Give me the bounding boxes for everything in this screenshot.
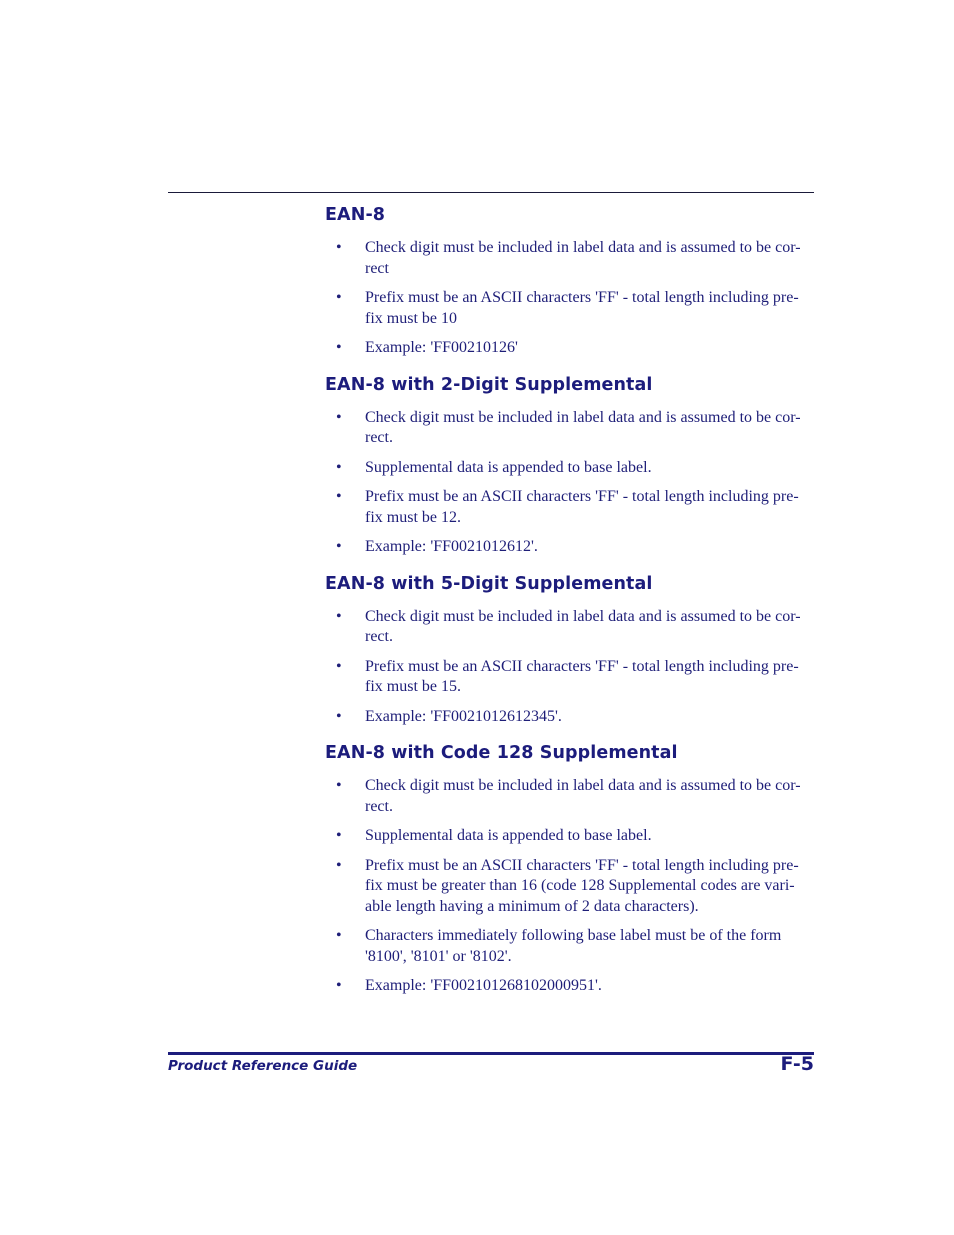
bullet-icon: • — [336, 927, 342, 944]
list-item — [325, 707, 815, 728]
list-item — [325, 926, 815, 967]
list-item — [325, 408, 815, 449]
list-item-text: Check digit must be included in label data and is assumed to be cor-rect. — [365, 607, 801, 645]
footer-divider — [168, 1052, 814, 1055]
bullet-icon: • — [336, 657, 342, 675]
top-divider — [168, 192, 814, 193]
bullet-icon: • — [336, 856, 342, 874]
bullet-list — [325, 607, 815, 728]
bullet-icon: • — [336, 239, 342, 256]
list-item-text: Check digit must be included in label data and is assumed to be cor-rect. — [365, 777, 801, 815]
list-item — [325, 607, 815, 648]
section-ean-8 — [325, 202, 815, 359]
bullet-icon: • — [336, 827, 342, 844]
bullet-list — [325, 776, 815, 997]
page-number: F-5 — [780, 1053, 814, 1075]
section-heading: EAN-8 with 5-Digit Supplemental — [325, 573, 653, 594]
bullet-icon: • — [336, 488, 342, 505]
section-ean-8-5-digit — [325, 571, 815, 728]
footer-title: Product Reference Guide — [168, 1058, 358, 1074]
list-item-text: Characters immediately following base label must be of the form '8100', '8101' or '8102'. — [365, 927, 782, 965]
list-item — [325, 238, 815, 279]
section-heading: EAN-8 with 2-Digit Supplemental — [325, 374, 653, 395]
list-item-text: Prefix must be an ASCII characters 'FF' - total length including pre-fix must be 12. — [365, 488, 799, 526]
list-item — [325, 288, 815, 329]
list-item — [325, 487, 815, 528]
section-ean-8-2-digit — [325, 372, 815, 558]
list-item — [325, 537, 815, 558]
bullet-icon: • — [336, 339, 342, 356]
list-item-text: Supplemental data is appended to base label. — [365, 458, 652, 476]
bullet-icon: • — [336, 707, 342, 725]
bullet-icon: • — [336, 289, 342, 306]
list-item — [325, 826, 815, 847]
bullet-icon: • — [336, 408, 342, 426]
list-item — [325, 976, 815, 997]
list-item — [325, 338, 815, 359]
list-item — [325, 657, 815, 698]
list-item — [325, 856, 815, 918]
section-heading: EAN-8 — [325, 205, 386, 225]
list-item — [325, 458, 815, 479]
bullet-list — [325, 408, 815, 558]
bullet-list — [325, 238, 815, 359]
list-item-text: Prefix must be an ASCII characters 'FF' - total length including pre-fix must be greater than 16 (code 128 Supplemental codes are vari-able length having a minimum of 2 data characters). — [365, 856, 799, 915]
bullet-icon: • — [336, 607, 342, 625]
bullet-icon: • — [336, 458, 342, 476]
bullet-icon: • — [336, 538, 342, 555]
list-item-text: Supplemental data is appended to base label. — [365, 827, 652, 844]
list-item-text: Example: 'FF0021012612345'. — [365, 707, 562, 725]
page-content — [325, 202, 815, 1006]
list-item-text: Prefix must be an ASCII characters 'FF' - total length including pre-fix must be 15. — [365, 657, 799, 695]
list-item — [325, 776, 815, 817]
list-item-text: Example: 'FF002101268102000951'. — [365, 977, 602, 994]
list-item-text: Check digit must be included in label data and is assumed to be cor-rect — [365, 239, 801, 277]
list-item-text: Prefix must be an ASCII characters 'FF' - total length including pre-fix must be 10 — [365, 289, 799, 327]
bullet-icon: • — [336, 777, 342, 794]
bullet-icon: • — [336, 977, 342, 994]
list-item-text: Example: 'FF00210126' — [365, 339, 518, 356]
section-ean-8-code-128 — [325, 740, 815, 997]
list-item-text: Check digit must be included in label data and is assumed to be cor-rect. — [365, 408, 801, 446]
list-item-text: Example: 'FF0021012612'. — [365, 538, 538, 555]
section-heading: EAN-8 with Code 128 Supplemental — [325, 743, 678, 763]
